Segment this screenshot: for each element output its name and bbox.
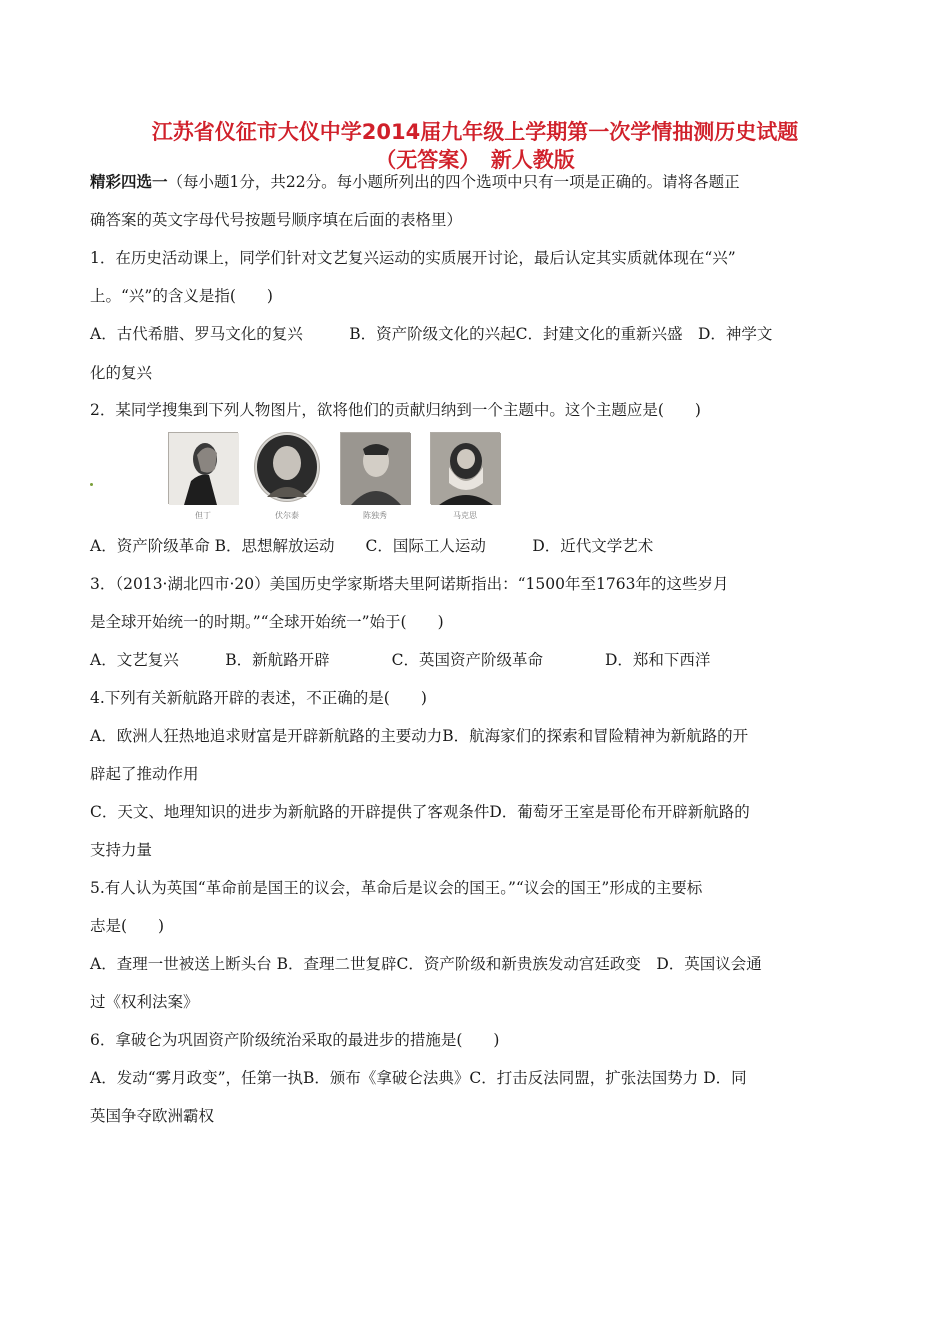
question-5-stem: 5.有人认为英国“革命前是国王的议会，革命后是议会的国王。”“议会的国王”形成的主要标 — [90, 879, 703, 897]
portrait-strip — [168, 432, 518, 524]
scan-speck — [90, 483, 93, 486]
question-2-options: A．资产阶级革命 B．思想解放运动 C．国际工人运动 D．近代文学艺术 — [90, 537, 654, 555]
section-heading: 精彩四选一 — [90, 173, 168, 191]
exam-title-line1: 江苏省仪征市大仪中学2014届九年级上学期第一次学情抽测历史试题 — [151, 120, 799, 144]
question-1-options: A．古代希腊、罗马文化的复兴 B．资产阶级文化的兴起C．封建文化的重新兴盛 D．神学文 — [90, 325, 773, 343]
question-4-options-line2: 辟起了推动作用 — [90, 765, 199, 783]
exam-title-line2: （无答案） 新人教版 — [375, 148, 575, 172]
question-3-options: A．文艺复兴 B．新航路开辟 C．英国资产阶级革命 D．郑和下西洋 — [90, 651, 711, 669]
question-6-stem: 6．拿破仑为巩固资产阶级统治采取的最进步的措施是( ) — [90, 1031, 500, 1049]
question-5-options-cont: 过《权利法案》 — [90, 993, 199, 1011]
section-instruction-line2: 确答案的英文字母代号按题号顺序填在后面的表格里） — [90, 211, 463, 229]
portrait-image-1 — [168, 432, 238, 504]
question-6-options-cont: 英国争夺欧洲霸权 — [90, 1107, 215, 1125]
question-3-stem-cont: 是全球开始统一的时期。”“全球开始统一”始于( ) — [90, 613, 444, 631]
question-6-options: A．发动“雾月政变”，任第一执B．颁布《拿破仑法典》C．打击反法同盟，扩张法国势力 D．同 — [90, 1069, 747, 1087]
question-3-stem: 3．（2013·湖北四市·20）美国历史学家斯塔夫里阿诺斯指出：“1500年至1763年的这些岁月 — [90, 575, 729, 593]
portrait-caption-3: 陈独秀 — [363, 511, 387, 520]
portrait-image-2 — [254, 432, 320, 502]
question-5-stem-cont: 志是( ) — [90, 917, 165, 935]
portrait-caption-4: 马克思 — [453, 511, 477, 520]
question-2-stem: 2．某同学搜集到下列人物图片，欲将他们的贡献归纳到一个主题中。这个主题应是( ) — [90, 401, 701, 419]
question-4-options-line1: A．欧洲人狂热地追求财富是开辟新航路的主要动力B．航海家们的探索和冒险精神为新航路的开 — [90, 727, 749, 745]
question-1-stem: 1．在历史活动课上，同学们针对文艺复兴运动的实质展开讨论，最后认定其实质就体现在“兴” — [90, 249, 736, 267]
portrait-image-4 — [430, 432, 500, 504]
question-1-options-cont: 化的复兴 — [90, 364, 153, 382]
question-4-options-line3: C．天文、地理知识的进步为新航路的开辟提供了客观条件D．葡萄牙王室是哥伦布开辟新航路的 — [90, 803, 750, 821]
section-instruction-line1: 精彩四选一（每小题1分，共22分。每小题所列出的四个选项中只有一项是正确的。请将各题正 — [90, 173, 740, 191]
question-4-options-line4: 支持力量 — [90, 841, 153, 859]
portrait-caption-2: 伏尔泰 — [275, 511, 299, 520]
question-1-stem-cont: 上。“兴”的含义是指( ) — [90, 287, 273, 305]
question-5-options: A．查理一世被送上断头台 B．查理二世复辟C．资产阶级和新贵族发动宫廷政变 D．英国议会通 — [90, 955, 762, 973]
question-4-stem: 4.下列有关新航路开辟的表述，不正确的是( ) — [90, 689, 427, 707]
portrait-image-3 — [340, 432, 410, 504]
portrait-caption-1: 但丁 — [195, 511, 211, 520]
